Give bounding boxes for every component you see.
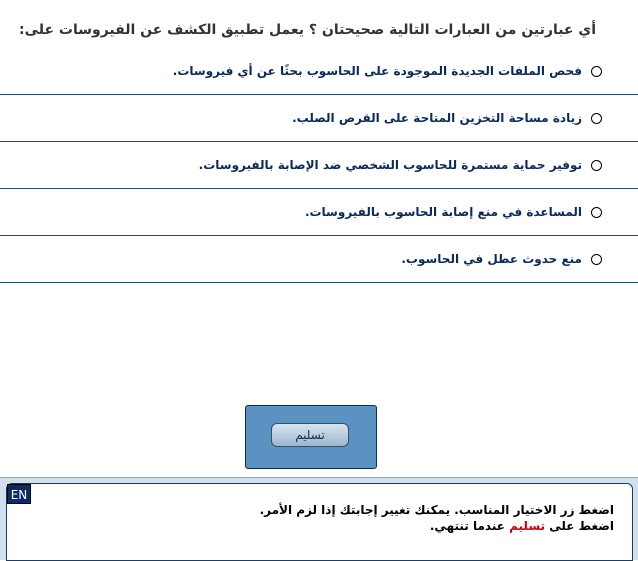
radio-button-1[interactable]	[591, 66, 602, 77]
option-2[interactable]	[0, 95, 638, 142]
instruction-prefix: اضغط على	[545, 519, 614, 533]
radio-button-5[interactable]	[591, 254, 602, 265]
option-1[interactable]	[0, 48, 638, 95]
option-label: زيادة مساحة التخزين المتاحة على القرص الصلب.	[292, 111, 582, 125]
option-3[interactable]	[0, 142, 638, 189]
radio-button-4[interactable]	[591, 207, 602, 218]
answer-options	[0, 48, 638, 283]
option-label: فحص الملفات الجديدة الموجودة على الحاسوب بحثًا عن أي فيروسات.	[172, 64, 582, 78]
instructions-box	[6, 483, 633, 561]
submit-button[interactable]: تسليم	[271, 423, 349, 447]
instruction-line-2	[47, 518, 614, 534]
question-text: أي عبارتين من العبارات التالية صحيحتان ؟ يعمل تطبيق الكشف عن الفيروسات على:	[18, 22, 596, 38]
radio-button-3[interactable]	[591, 160, 602, 171]
option-5[interactable]	[0, 236, 638, 283]
option-label: توفير حماية مستمرة للحاسوب الشخصي ضد الإصابة بالفيروسات.	[198, 158, 582, 172]
radio-button-2[interactable]	[591, 113, 602, 124]
instruction-suffix: عندما تنتهي.	[429, 519, 510, 533]
instructions-text	[47, 502, 614, 534]
option-label: المساعدة في منع إصابة الحاسوب بالفيروسات.	[304, 205, 582, 219]
instructions-panel	[0, 477, 638, 560]
option-4[interactable]	[0, 189, 638, 236]
submit-panel	[245, 405, 377, 469]
submit-keyword: تسليم	[509, 519, 546, 533]
option-label: منع حدوث عطل في الحاسوب.	[401, 252, 582, 266]
language-toggle-button[interactable]: EN	[7, 484, 31, 504]
instruction-line-1: اضغط زر الاختيار المناسب. يمكنك تغيير إجابتك إذا لزم الأمر.	[259, 503, 614, 517]
